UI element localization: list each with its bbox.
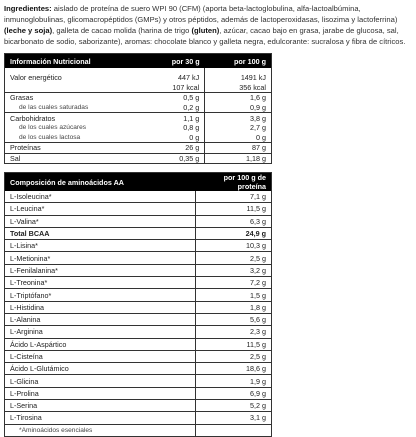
amino-acid-value: 24,9 g — [195, 227, 272, 239]
table-row — [5, 83, 272, 93]
nutrient-value-per100: 356 kcal — [239, 82, 266, 92]
amino-acid-value: 10,3 g — [195, 240, 272, 252]
ingredients-label: Ingredientes: — [4, 4, 52, 13]
amino-acid-name: Ácido L-Aspártico — [5, 338, 196, 350]
amino-header-label: Composición de aminoácidos AA — [5, 173, 196, 192]
nutrition-table — [4, 53, 272, 164]
table-row — [5, 153, 272, 164]
nutrient-value-per30: 0,8 g — [145, 123, 205, 133]
allergen-milk-soy: (leche y soja) — [4, 26, 53, 35]
ingredients-paragraph — [4, 3, 414, 47]
nutrient-label: Grasas — [5, 93, 146, 103]
table-row — [5, 375, 272, 387]
nutrient-value-per100: 1,18 g — [205, 153, 272, 164]
nutrient-value-per30: 0 g — [145, 133, 205, 143]
amino-acid-name: L-Prolina — [5, 387, 196, 399]
ingredients-text-1: aislado de proteína de suero WPI 90 (CFM) (aporta beta-lactoglobulina, alfa-lactoalbúmina, inmunoglobulinas, glicomacropéptidos (GMPs) y otros péptidos, además de lactoperoxidasas, lisozima y lactoferrina) — [4, 4, 398, 24]
nutrient-value-per30: 107 kcal — [145, 83, 205, 93]
amino-acid-name: L-Leucina* — [5, 203, 196, 215]
amino-acid-value: 2,5 g — [195, 252, 272, 264]
nutrient-value-per100: 0,9 g — [250, 103, 266, 113]
nutrient-label: Valor energético — [10, 73, 62, 83]
table-row — [5, 252, 272, 264]
nutrient-label: de los cuales lactosa — [19, 133, 81, 141]
amino-acid-name: L-Lisina* — [5, 240, 196, 252]
nutrient-value-per100: 3,8 g — [205, 113, 272, 123]
table-row — [5, 113, 272, 123]
amino-acid-name: L-Alanina — [5, 313, 196, 325]
table-row — [5, 400, 272, 412]
amino-acid-value: 11,5 g — [195, 203, 272, 215]
amino-acid-name: L-Cisteína — [5, 350, 196, 362]
table-row — [5, 313, 272, 325]
nutrient-value-per100: 0 g — [256, 132, 266, 142]
amino-acid-name: L-Serina — [5, 400, 196, 412]
amino-acid-value: 7,2 g — [195, 277, 272, 289]
table-row — [5, 103, 272, 113]
nutrient-label: de las cuales saturadas — [19, 104, 89, 112]
nutrition-header-label: Información Nutricional — [5, 54, 146, 69]
ingredients-text-2: , galleta de cacao molida (harina de trigo — [52, 26, 192, 35]
nutrient-value-per30: 0,35 g — [145, 153, 205, 164]
essential-footnote: *Aminoácidos esenciales — [5, 424, 196, 436]
amino-acid-name: L-Glicina — [5, 375, 196, 387]
nutrient-value-per30: 26 g — [145, 143, 205, 154]
nutrition-header-per30: por 30 g — [145, 54, 205, 69]
table-row — [5, 289, 272, 301]
table-row — [5, 133, 272, 143]
table-row — [5, 191, 272, 203]
table-row — [5, 301, 272, 313]
amino-acid-value: 7,1 g — [250, 192, 266, 202]
table-row — [5, 227, 272, 239]
amino-acid-table — [4, 172, 272, 437]
table-row — [5, 412, 272, 424]
amino-acid-name: Ácido L-Glutámico — [5, 363, 196, 375]
amino-acid-name: L-Histidina — [5, 301, 196, 313]
amino-acid-name: L-Triptófano* — [5, 289, 196, 301]
amino-acid-value: 11,5 g — [195, 338, 272, 350]
amino-acid-value: 6,9 g — [195, 387, 272, 399]
table-row — [5, 123, 272, 133]
table-row — [5, 350, 272, 362]
allergen-gluten: (gluten) — [191, 26, 220, 35]
table-row — [5, 73, 272, 83]
amino-header-row — [5, 173, 272, 192]
footnote-row — [5, 424, 272, 436]
table-row — [5, 215, 272, 227]
nutrient-value-per100: 1491 kJ — [240, 73, 266, 83]
amino-acid-name: L-Tirosina — [5, 412, 196, 424]
table-row — [5, 326, 272, 338]
amino-acid-name: L-Treonina* — [5, 277, 196, 289]
table-row — [5, 93, 272, 103]
table-row — [5, 240, 272, 252]
nutrient-label: Sal — [5, 153, 146, 164]
amino-acid-value: 1,9 g — [195, 375, 272, 387]
table-row — [5, 277, 272, 289]
amino-acid-name: L-Isoleucina* — [5, 191, 196, 203]
amino-acid-value: 1,8 g — [195, 301, 272, 313]
amino-header-per100: por 100 g de proteína — [195, 173, 272, 192]
amino-acid-value: 3,1 g — [195, 412, 272, 424]
amino-acid-value: 6,3 g — [195, 215, 272, 227]
nutrient-value-per100: 1,6 g — [205, 93, 272, 103]
amino-acid-value: 1,5 g — [195, 289, 272, 301]
amino-acid-value: 2,5 g — [195, 350, 272, 362]
amino-acid-value: 2,3 g — [195, 326, 272, 338]
nutrient-label: de los cuales azúcares — [19, 124, 87, 132]
table-row — [5, 338, 272, 350]
nutrient-value-per30: 0,2 g — [145, 103, 205, 113]
table-row — [5, 143, 272, 154]
amino-acid-value: 5,2 g — [195, 400, 272, 412]
amino-acid-value: 3,2 g — [195, 264, 272, 276]
nutrient-label: Proteínas — [5, 143, 146, 154]
amino-acid-value: 18,6 g — [195, 363, 272, 375]
nutrient-value-per30: 0,5 g — [145, 93, 205, 103]
ingredients-text-3: , azúcar, cacao bajo en grasa, jarabe de glucosa, sal, bicarbonato de sodio, saborizante), aromas: chocolate blanco y galleta negra, edulcorante: sucralosa y fibra de cítricos. — [4, 26, 406, 46]
amino-acid-name: L-Valina* — [5, 215, 196, 227]
nutrient-value-per100: 2,7 g — [250, 123, 266, 133]
table-row — [5, 264, 272, 276]
amino-acid-name: L-Arginina — [5, 326, 196, 338]
amino-acid-name: L-Metionina* — [5, 252, 196, 264]
amino-acid-name: L-Fenilalanina* — [5, 264, 196, 276]
nutrient-value-per30: 1,1 g — [145, 113, 205, 123]
amino-acid-name: Total BCAA — [5, 227, 196, 239]
nutrient-value-per100: 87 g — [205, 143, 272, 154]
nutrient-value-per30: 447 kJ — [145, 73, 205, 83]
table-row — [5, 203, 272, 215]
nutrient-label: Carbohidratos — [5, 113, 146, 123]
amino-acid-value: 5,6 g — [195, 313, 272, 325]
table-row — [5, 387, 272, 399]
nutrition-header-row — [5, 54, 272, 69]
nutrition-header-per100: por 100 g — [205, 54, 272, 69]
table-row — [5, 363, 272, 375]
nutrient-label — [5, 83, 146, 93]
